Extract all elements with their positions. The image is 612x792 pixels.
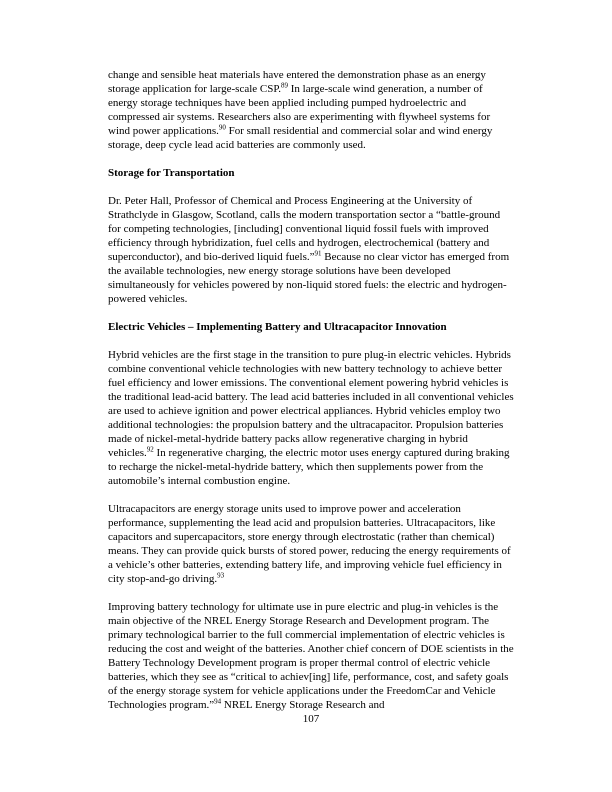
footnote-ref: 92 (146, 445, 154, 454)
footnote-ref: 93 (217, 571, 225, 580)
footnote-ref: 91 (314, 249, 322, 258)
footnote-ref: 89 (281, 81, 288, 90)
text-run: In large-scale wind generation, a number of energy storage techniques have been applied including pumped hydroelectric and compressed air systems. Researchers also are experimenting with flywheel systems for wind power applications. (108, 83, 491, 137)
body-paragraph-battery-technology (108, 600, 514, 712)
body-paragraph-ultracapacitors (108, 502, 514, 586)
text-run: Dr. Peter Hall, Professor of Chemical and Process Engineering at the University of Strathclyde in Glasgow, Scotland, calls the modern transportation sector a “battle-ground for competing technologies, [including] conventional liquid fossil fuels with improved efficiency through hybridization, fuel cells and hydrogen, electrochemical (battery and superconductor), and bio-derived liquid fuels.” (108, 195, 501, 263)
text-run: change and sensible heat materials have entered the demonstration phase as an energy storage application for large-scale CSP. (108, 69, 486, 95)
text-run: Because no clear victor has emerged from the available technologies, new energy storage solutions have been developed simultaneously for vehicles powered by non-liquid stored fuels: the electric and hydrogen-powered vehicles. (108, 251, 510, 305)
body-paragraph-grid-storage (108, 68, 514, 152)
footnote-ref: 94 (214, 697, 222, 706)
text-run: For small residential and commercial solar and wind energy storage, deep cycle lead acid batteries are commonly used. (108, 125, 493, 151)
text-run: Ultracapacitors are energy storage units used to improve power and acceleration performance, supplementing the lead acid and propulsion batteries. Ultracapacitors, like capacitors and supercapacitors, store energy through electrostatic (rather than chemical) means. They can provide quick bursts of stored power, reducing the energy requirements of a vehicle’s other batteries, extending battery life, and improving vehicle fuel efficiency in city stop-and-go driving. (108, 503, 511, 585)
section-heading-electric-vehicles: Electric Vehicles – Implementing Battery and Ultracapacitor Innovation (108, 321, 447, 333)
text-run: In regenerative charging, the electric motor uses energy captured during braking to recharge the nickel-metal-hydride battery, which then supplements power from the automobile’s internal combustion engine. (108, 447, 510, 487)
page-number: 107 (302, 713, 320, 725)
body-paragraph-hybrid-vehicles (108, 348, 514, 488)
text-run: NREL Energy Storage Research and (221, 699, 385, 711)
text-run: Hybrid vehicles are the first stage in the transition to pure plug-in electric vehicles. Hybrids combine conventional vehicle technologies with new battery technology to achieve better fuel efficiency and lower emissions. The conventional element powering hybrid vehicles is the traditional lead-acid battery. The lead acid batteries included in all conventional vehicles are used to achieve ignition and power electrical appliances. Hybrid vehicles employ two additional technologies: the propulsion battery and the ultracapacitor. Propulsion batteries made of nickel-metal-hydride battery packs allow regenerative charging in hybrid vehicles. (108, 349, 514, 459)
body-paragraph-transportation (108, 194, 514, 306)
section-heading-storage-for-transportation: Storage for Transportation (108, 167, 235, 179)
footnote-ref: 90 (218, 123, 226, 132)
text-run: Improving battery technology for ultimate use in pure electric and plug-in vehicles is the main objective of the NREL Energy Storage Research and Development program. The primary technological barrier to the full commercial implementation of electric vehicles is reducing the cost and weight of the batteries. Another chief concern of DOE scientists in the Battery Technology Development program is proper thermal control of electric vehicle batteries, which they see as “critical to achiev[ing] life, performance, cost, and safety goals of the energy storage system for vehicle applications under the FreedomCar and Vehicle Technologies program.” (108, 601, 514, 711)
